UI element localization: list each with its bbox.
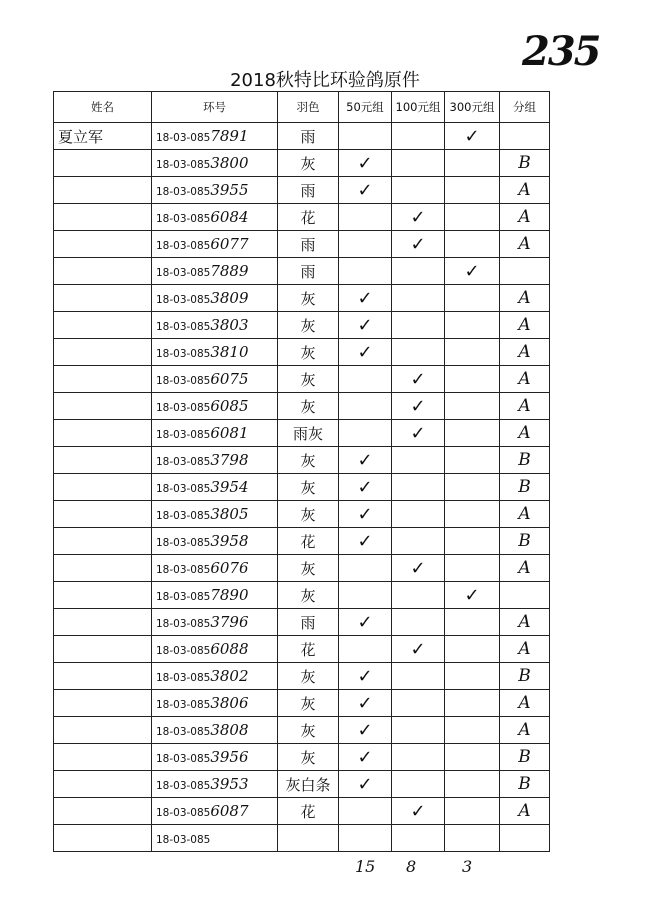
ring-prefix: 18-03-085 bbox=[156, 699, 211, 711]
check-300-group bbox=[445, 771, 500, 798]
owner-name bbox=[54, 150, 152, 177]
owner-name bbox=[54, 528, 152, 555]
table-row bbox=[54, 393, 550, 420]
ring-number bbox=[152, 717, 278, 744]
check-300-group bbox=[445, 744, 500, 771]
ring-number bbox=[152, 204, 278, 231]
feather-color: 灰 bbox=[278, 474, 339, 501]
pigeon-record-table bbox=[53, 91, 550, 852]
feather-color: 雨 bbox=[278, 231, 339, 258]
owner-name bbox=[54, 690, 152, 717]
ring-number bbox=[152, 150, 278, 177]
check-100-group bbox=[392, 150, 445, 177]
group-letter: A bbox=[500, 690, 550, 717]
check-100-group: ✓ bbox=[392, 636, 445, 663]
check-300-group: ✓ bbox=[445, 258, 500, 285]
owner-name bbox=[54, 393, 152, 420]
feather-color: 灰 bbox=[278, 447, 339, 474]
ring-suffix: 3806 bbox=[210, 694, 249, 712]
ring-number bbox=[152, 474, 278, 501]
table-row bbox=[54, 339, 550, 366]
group-letter: A bbox=[500, 717, 550, 744]
feather-color: 雨灰 bbox=[278, 420, 339, 447]
group-letter: B bbox=[500, 447, 550, 474]
table-row bbox=[54, 204, 550, 231]
check-50-group bbox=[339, 555, 392, 582]
ring-prefix: 18-03-085 bbox=[156, 834, 211, 846]
ring-number bbox=[152, 285, 278, 312]
ring-suffix: 3805 bbox=[210, 505, 249, 523]
ring-number bbox=[152, 582, 278, 609]
ring-prefix: 18-03-085 bbox=[156, 429, 211, 441]
group-letter: A bbox=[500, 501, 550, 528]
check-50-group bbox=[339, 123, 392, 150]
ring-number bbox=[152, 177, 278, 204]
table-row bbox=[54, 420, 550, 447]
ring-suffix: 7891 bbox=[210, 127, 249, 145]
check-50-group: ✓ bbox=[339, 528, 392, 555]
check-300-group bbox=[445, 501, 500, 528]
ring-suffix: 7890 bbox=[210, 586, 249, 604]
table-row bbox=[54, 717, 550, 744]
ring-prefix: 18-03-085 bbox=[156, 510, 211, 522]
owner-name bbox=[54, 339, 152, 366]
check-100-group: ✓ bbox=[392, 420, 445, 447]
check-50-group: ✓ bbox=[339, 771, 392, 798]
check-300-group bbox=[445, 555, 500, 582]
feather-color: 花 bbox=[278, 798, 339, 825]
table-row bbox=[54, 690, 550, 717]
ring-prefix: 18-03-085 bbox=[156, 672, 211, 684]
feather-color: 雨 bbox=[278, 258, 339, 285]
check-100-group bbox=[392, 717, 445, 744]
check-50-group: ✓ bbox=[339, 447, 392, 474]
feather-color: 灰 bbox=[278, 663, 339, 690]
table-row bbox=[54, 663, 550, 690]
group-letter bbox=[500, 258, 550, 285]
check-50-group: ✓ bbox=[339, 285, 392, 312]
check-50-group: ✓ bbox=[339, 501, 392, 528]
table-row bbox=[54, 771, 550, 798]
ring-prefix: 18-03-085 bbox=[156, 132, 211, 144]
table-row bbox=[54, 312, 550, 339]
check-100-group bbox=[392, 123, 445, 150]
check-100-group bbox=[392, 663, 445, 690]
check-100-group bbox=[392, 312, 445, 339]
ring-prefix: 18-03-085 bbox=[156, 213, 211, 225]
ring-prefix: 18-03-085 bbox=[156, 240, 211, 252]
feather-color: 花 bbox=[278, 528, 339, 555]
check-50-group bbox=[339, 636, 392, 663]
owner-name bbox=[54, 636, 152, 663]
table-row bbox=[54, 582, 550, 609]
owner-name bbox=[54, 582, 152, 609]
check-100-group bbox=[392, 258, 445, 285]
check-100-group: ✓ bbox=[392, 393, 445, 420]
check-300-group bbox=[445, 150, 500, 177]
check-300-group bbox=[445, 231, 500, 258]
check-50-group: ✓ bbox=[339, 663, 392, 690]
ring-prefix: 18-03-085 bbox=[156, 753, 211, 765]
check-300-group bbox=[445, 663, 500, 690]
ring-suffix: 6087 bbox=[210, 802, 249, 820]
owner-name bbox=[54, 204, 152, 231]
feather-color: 灰白条 bbox=[278, 771, 339, 798]
check-50-group: ✓ bbox=[339, 609, 392, 636]
ring-prefix: 18-03-085 bbox=[156, 348, 211, 360]
check-100-group bbox=[392, 582, 445, 609]
check-50-group bbox=[339, 582, 392, 609]
ring-suffix: 3955 bbox=[210, 181, 249, 199]
feather-color: 雨 bbox=[278, 123, 339, 150]
group-letter: B bbox=[500, 528, 550, 555]
ring-prefix: 18-03-085 bbox=[156, 294, 211, 306]
ring-number bbox=[152, 825, 278, 852]
ring-prefix: 18-03-085 bbox=[156, 186, 211, 198]
check-300-group bbox=[445, 690, 500, 717]
owner-name: 夏立军 bbox=[54, 123, 152, 150]
check-300-group bbox=[445, 339, 500, 366]
owner-name bbox=[54, 312, 152, 339]
ring-prefix: 18-03-085 bbox=[156, 618, 211, 630]
check-50-group: ✓ bbox=[339, 177, 392, 204]
check-300-group bbox=[445, 636, 500, 663]
check-50-group bbox=[339, 420, 392, 447]
owner-name bbox=[54, 420, 152, 447]
header-color: 羽色 bbox=[278, 92, 339, 123]
table-row bbox=[54, 636, 550, 663]
ring-prefix: 18-03-085 bbox=[156, 591, 211, 603]
check-100-group bbox=[392, 690, 445, 717]
owner-name bbox=[54, 825, 152, 852]
owner-name bbox=[54, 798, 152, 825]
ring-suffix: 3802 bbox=[210, 667, 249, 685]
ring-suffix: 3809 bbox=[210, 289, 249, 307]
check-100-group bbox=[392, 528, 445, 555]
ring-prefix: 18-03-085 bbox=[156, 267, 211, 279]
header-name: 姓名 bbox=[54, 92, 152, 123]
feather-color: 灰 bbox=[278, 690, 339, 717]
owner-name bbox=[54, 501, 152, 528]
check-100-group: ✓ bbox=[392, 798, 445, 825]
table-row bbox=[54, 150, 550, 177]
feather-color: 灰 bbox=[278, 285, 339, 312]
table-row bbox=[54, 744, 550, 771]
check-300-group: ✓ bbox=[445, 582, 500, 609]
check-100-group bbox=[392, 474, 445, 501]
ring-suffix: 3958 bbox=[210, 532, 249, 550]
ring-prefix: 18-03-085 bbox=[156, 807, 211, 819]
table-row bbox=[54, 609, 550, 636]
ring-number bbox=[152, 798, 278, 825]
check-50-group bbox=[339, 798, 392, 825]
check-50-group bbox=[339, 258, 392, 285]
ring-suffix: 3808 bbox=[210, 721, 249, 739]
ring-suffix: 6084 bbox=[210, 208, 249, 226]
page-number: 235 bbox=[522, 28, 600, 75]
ring-number bbox=[152, 366, 278, 393]
ring-number bbox=[152, 420, 278, 447]
check-50-group: ✓ bbox=[339, 690, 392, 717]
group-letter: A bbox=[500, 231, 550, 258]
ring-suffix: 6077 bbox=[210, 235, 249, 253]
owner-name bbox=[54, 366, 152, 393]
table-row bbox=[54, 258, 550, 285]
ring-suffix: 3803 bbox=[210, 316, 249, 334]
ring-number bbox=[152, 501, 278, 528]
check-50-group: ✓ bbox=[339, 474, 392, 501]
check-300-group bbox=[445, 366, 500, 393]
feather-color: 灰 bbox=[278, 744, 339, 771]
group-letter: B bbox=[500, 663, 550, 690]
ring-suffix: 3953 bbox=[210, 775, 249, 793]
owner-name bbox=[54, 231, 152, 258]
table-row bbox=[54, 501, 550, 528]
ring-number bbox=[152, 258, 278, 285]
check-50-group bbox=[339, 366, 392, 393]
owner-name bbox=[54, 744, 152, 771]
ring-number bbox=[152, 690, 278, 717]
owner-name bbox=[54, 555, 152, 582]
owner-name bbox=[54, 474, 152, 501]
header-ring: 环号 bbox=[152, 92, 278, 123]
ring-suffix: 3798 bbox=[210, 451, 249, 469]
header-group: 分组 bbox=[500, 92, 550, 123]
ring-number bbox=[152, 744, 278, 771]
ring-number bbox=[152, 312, 278, 339]
group-letter bbox=[500, 825, 550, 852]
total-100-group: 8 bbox=[406, 857, 417, 876]
table-row bbox=[54, 825, 550, 852]
ring-prefix: 18-03-085 bbox=[156, 645, 211, 657]
group-letter: A bbox=[500, 204, 550, 231]
table-header-row bbox=[54, 92, 550, 123]
feather-color bbox=[278, 825, 339, 852]
check-100-group bbox=[392, 177, 445, 204]
table-row bbox=[54, 447, 550, 474]
table-row bbox=[54, 123, 550, 150]
feather-color: 花 bbox=[278, 204, 339, 231]
ring-suffix: 6081 bbox=[210, 424, 249, 442]
check-50-group: ✓ bbox=[339, 744, 392, 771]
ring-number bbox=[152, 663, 278, 690]
check-100-group: ✓ bbox=[392, 366, 445, 393]
group-letter: B bbox=[500, 744, 550, 771]
check-300-group bbox=[445, 717, 500, 744]
ring-prefix: 18-03-085 bbox=[156, 159, 211, 171]
table-row bbox=[54, 528, 550, 555]
check-50-group bbox=[339, 204, 392, 231]
check-50-group bbox=[339, 825, 392, 852]
group-letter: B bbox=[500, 150, 550, 177]
check-50-group bbox=[339, 231, 392, 258]
header-300-group: 300元组 bbox=[445, 92, 500, 123]
check-300-group bbox=[445, 609, 500, 636]
owner-name bbox=[54, 771, 152, 798]
ring-prefix: 18-03-085 bbox=[156, 780, 211, 792]
ring-prefix: 18-03-085 bbox=[156, 726, 211, 738]
table-row bbox=[54, 285, 550, 312]
check-50-group: ✓ bbox=[339, 150, 392, 177]
group-letter: A bbox=[500, 177, 550, 204]
ring-prefix: 18-03-085 bbox=[156, 483, 211, 495]
check-100-group bbox=[392, 501, 445, 528]
feather-color: 花 bbox=[278, 636, 339, 663]
ring-prefix: 18-03-085 bbox=[156, 456, 211, 468]
ring-number bbox=[152, 636, 278, 663]
check-300-group bbox=[445, 177, 500, 204]
ring-suffix: 6076 bbox=[210, 559, 249, 577]
table-row bbox=[54, 366, 550, 393]
table-row bbox=[54, 474, 550, 501]
check-100-group bbox=[392, 447, 445, 474]
ring-suffix: 3796 bbox=[210, 613, 249, 631]
check-100-group: ✓ bbox=[392, 555, 445, 582]
feather-color: 灰 bbox=[278, 501, 339, 528]
ring-suffix: 7889 bbox=[210, 262, 249, 280]
check-300-group bbox=[445, 393, 500, 420]
check-300-group bbox=[445, 798, 500, 825]
ring-number bbox=[152, 231, 278, 258]
table-row bbox=[54, 231, 550, 258]
check-100-group bbox=[392, 339, 445, 366]
check-100-group bbox=[392, 609, 445, 636]
feather-color: 灰 bbox=[278, 150, 339, 177]
feather-color: 雨 bbox=[278, 177, 339, 204]
check-100-group: ✓ bbox=[392, 204, 445, 231]
group-letter: A bbox=[500, 393, 550, 420]
ring-number bbox=[152, 339, 278, 366]
group-letter: A bbox=[500, 420, 550, 447]
group-letter bbox=[500, 582, 550, 609]
check-300-group bbox=[445, 474, 500, 501]
check-50-group: ✓ bbox=[339, 312, 392, 339]
feather-color: 灰 bbox=[278, 366, 339, 393]
group-letter: A bbox=[500, 339, 550, 366]
ring-suffix: 6085 bbox=[210, 397, 249, 415]
ring-suffix: 6075 bbox=[210, 370, 249, 388]
table-row bbox=[54, 555, 550, 582]
owner-name bbox=[54, 663, 152, 690]
check-300-group bbox=[445, 204, 500, 231]
total-300-group: 3 bbox=[462, 857, 473, 876]
check-100-group bbox=[392, 285, 445, 312]
check-100-group bbox=[392, 771, 445, 798]
group-letter: B bbox=[500, 474, 550, 501]
check-50-group: ✓ bbox=[339, 717, 392, 744]
check-300-group bbox=[445, 420, 500, 447]
group-letter: A bbox=[500, 366, 550, 393]
ring-number bbox=[152, 528, 278, 555]
group-letter bbox=[500, 123, 550, 150]
ring-prefix: 18-03-085 bbox=[156, 321, 211, 333]
ring-prefix: 18-03-085 bbox=[156, 402, 211, 414]
check-50-group: ✓ bbox=[339, 339, 392, 366]
check-100-group: ✓ bbox=[392, 231, 445, 258]
group-letter: B bbox=[500, 771, 550, 798]
header-50-group: 50元组 bbox=[339, 92, 392, 123]
feather-color: 灰 bbox=[278, 582, 339, 609]
owner-name bbox=[54, 258, 152, 285]
group-letter: A bbox=[500, 609, 550, 636]
check-100-group bbox=[392, 744, 445, 771]
check-300-group bbox=[445, 528, 500, 555]
feather-color: 灰 bbox=[278, 393, 339, 420]
form-title: 2018秋特比环验鸽原件 bbox=[230, 70, 420, 91]
group-letter: A bbox=[500, 636, 550, 663]
check-50-group bbox=[339, 393, 392, 420]
check-300-group bbox=[445, 312, 500, 339]
owner-name bbox=[54, 609, 152, 636]
table-row bbox=[54, 177, 550, 204]
ring-suffix: 3954 bbox=[210, 478, 249, 496]
ring-prefix: 18-03-085 bbox=[156, 375, 211, 387]
group-letter: A bbox=[500, 798, 550, 825]
feather-color: 雨 bbox=[278, 609, 339, 636]
group-letter: A bbox=[500, 312, 550, 339]
check-300-group: ✓ bbox=[445, 123, 500, 150]
check-100-group bbox=[392, 825, 445, 852]
header-100-group: 100元组 bbox=[392, 92, 445, 123]
check-300-group bbox=[445, 825, 500, 852]
group-letter: A bbox=[500, 285, 550, 312]
ring-number bbox=[152, 771, 278, 798]
ring-suffix: 3800 bbox=[210, 154, 249, 172]
total-50-group: 15 bbox=[355, 857, 376, 876]
owner-name bbox=[54, 177, 152, 204]
ring-number bbox=[152, 447, 278, 474]
table-row bbox=[54, 798, 550, 825]
ring-number bbox=[152, 609, 278, 636]
ring-number bbox=[152, 555, 278, 582]
check-300-group bbox=[445, 447, 500, 474]
group-letter: A bbox=[500, 555, 550, 582]
feather-color: 灰 bbox=[278, 339, 339, 366]
ring-suffix: 3956 bbox=[210, 748, 249, 766]
feather-color: 灰 bbox=[278, 717, 339, 744]
check-300-group bbox=[445, 285, 500, 312]
owner-name bbox=[54, 285, 152, 312]
owner-name bbox=[54, 447, 152, 474]
ring-suffix: 6088 bbox=[210, 640, 249, 658]
ring-suffix: 3810 bbox=[210, 343, 249, 361]
ring-number bbox=[152, 123, 278, 150]
ring-prefix: 18-03-085 bbox=[156, 564, 211, 576]
ring-number bbox=[152, 393, 278, 420]
owner-name bbox=[54, 717, 152, 744]
feather-color: 灰 bbox=[278, 312, 339, 339]
ring-prefix: 18-03-085 bbox=[156, 537, 211, 549]
feather-color: 灰 bbox=[278, 555, 339, 582]
